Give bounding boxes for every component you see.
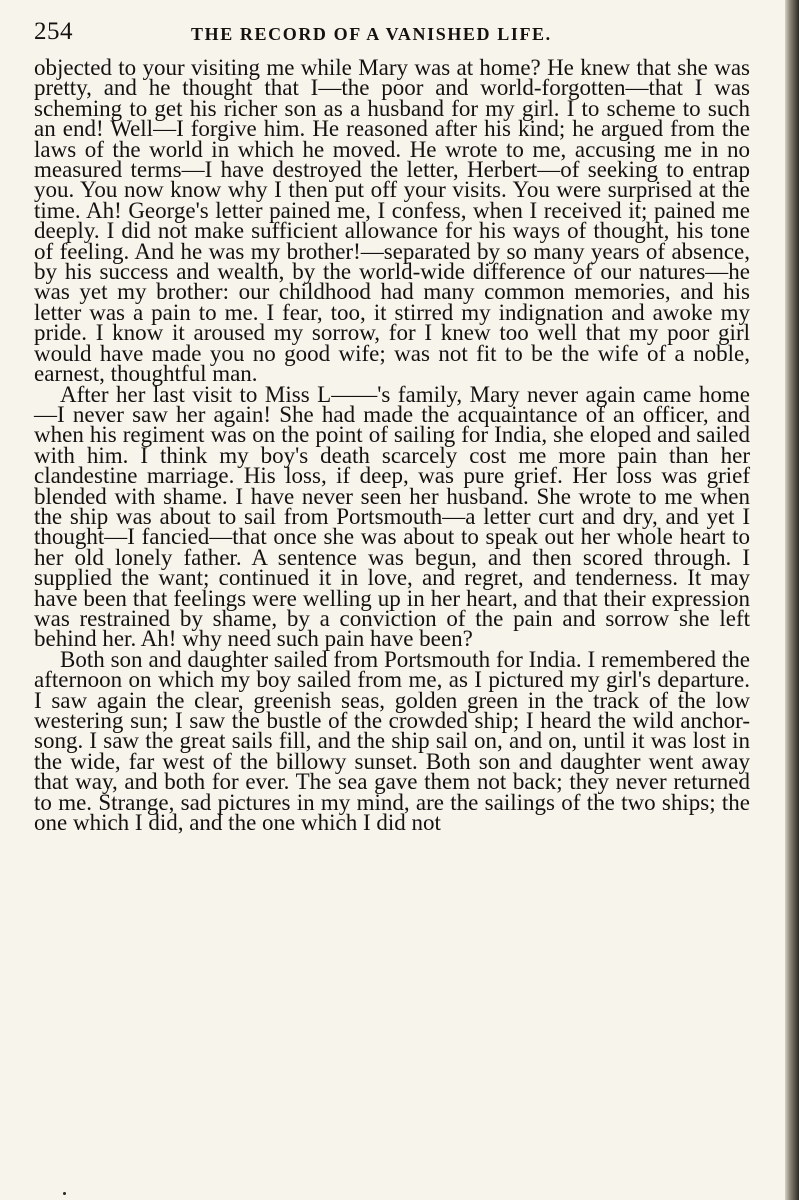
running-title: THE RECORD OF A VANISHED LIFE. — [191, 24, 552, 44]
page-number: 254 — [34, 18, 73, 45]
paragraph-mary-elopement: After her last visit to Miss L——'s family, Mary never again came home—I never saw her again! She had made the acquaintance of an officer, and when his regiment was on the point of sailing for India, she eloped and sailed with him. I think my boy's death scarcely cost me more pain than her clandestine marriage. His loss, if deep, was pure grief. Her loss was grief blended with shame. I have never seen her husband. She wrote to me when the ship was about to sail from Portsmouth—a letter curt and dry, and yet I thought—I fancied—that once she was about to speak out her whole heart to her old lonely father. A sentence was begun, and then scored through. I supplied the want; continued it in love, and regret, and tenderness. It may have been that feelings were welling up in her heart, and that their expression was restrained by shame, by a conviction of the pain and sorrow she left behind her. Ah! why need such pain have been? — [34, 381, 750, 652]
page-binding-edge — [785, 0, 799, 1200]
paragraph-sailings: Both son and daughter sailed from Portsmouth for India. I remembered the afternoon on which my boy sailed from me, as I pictured my girl's departure. I saw again the clear, greenish seas, golden green in the track of the low westering sun; I saw the bustle of the crowded ship; I heard the wild anchor-song. I saw the great sails fill, and the ship sail on, and on, until it was lost in the wide, far west of the billowy sunset. Both son and daughter went away that way, and both for ever. The sea gave them not back; they never returned to me. Strange, sad pictures in my mind, are the sailings of the two ships; the one which I did, and the one which I did not — [34, 646, 750, 836]
body-text — [34, 55, 750, 836]
paragraph-continued: objected to your visiting me while Mary was at home? He knew that she was pretty, and he thought that I—the poor and world-forgotten—that I was scheming to get his richer son as a husband for my girl. I to scheme to such an end! Well—I forgive him. He reasoned after his kind; he argued from the laws of the world in which he moved. He wrote to me, accusing me in no measured terms—I have destroyed the letter, Herbert—of seeking to entrap you. You now know why I then put off your visits. You were surprised at the time. Ah! George's letter pained me, I confess, when I received it; pained me deeply. I did not make sufficient allowance for his ways of thought, his tone of feeling. And he was my brother!—separated by so many years of absence, by his success and wealth, by the world-wide difference of our natures—he was yet my brother: our childhood had many common memories, and his letter was a pain to me. I fear, too, it stirred my indignation and awoke my pride. I know it aroused my sorrow, for I knew too well that my poor girl would have made you no good wife; was not fit to be the wife of a noble, earnest, thoughtful man. — [34, 55, 750, 387]
page-header — [34, 18, 754, 52]
ink-speck — [63, 1192, 66, 1195]
